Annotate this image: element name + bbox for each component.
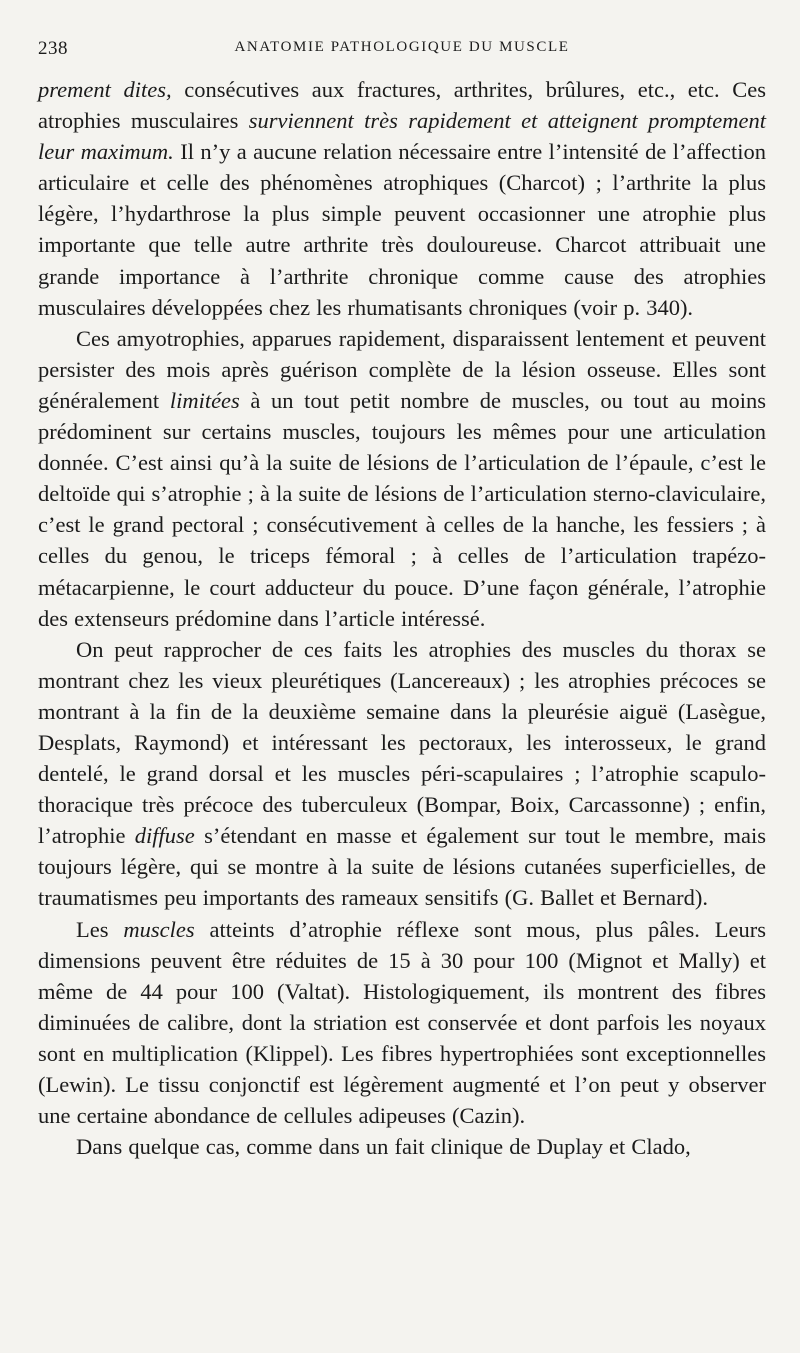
running-title: ANATOMIE PATHOLOGIQUE DU MUSCLE bbox=[234, 39, 570, 55]
body-text bbox=[38, 74, 766, 1162]
text-run: On peut rapprocher de ces faits les atrophies des muscles du thorax se montrant chez les vieux pleurétiques (Lancereaux) ; les atrophies précoces se montrant à la fin de la deuxième semaine dans la pleurésie aiguë (Lasègue, Desplats, Raymond) et intéressant les pectoraux, les interosseux, le grand dentelé, le grand dorsal et les muscles péri-scapulaires ; l’atrophie scapulo-thoracique très précoce des tuberculeux (Bompar, Boix, Carcassonne) ; enfin, l’atrophie bbox=[38, 636, 766, 849]
italic-text-run: diffuse bbox=[134, 823, 195, 849]
text-run: Les bbox=[76, 916, 124, 942]
italic-text-run: limitées bbox=[169, 387, 240, 413]
text-run: Ces amyotrophies, apparues rapidement, disparaissent lentement et peuvent persister des mois après guérison complète de la lésion osseuse. Elles sont généralement bbox=[38, 325, 766, 413]
text-run: Dans quelque cas, comme dans un fait clinique de Duplay et Clado, bbox=[76, 1134, 691, 1160]
italic-text-run: surviennent très rapidement et atteignent promptement leur maximum. bbox=[38, 108, 766, 165]
text-run: Il n’y a aucune relation nécessaire entre l’intensité de l’affection articulaire et celle des phénomènes atrophiques (Charcot) ; l’arthrite la plus légère, l’hydarthrose la plus simple peuvent occasionner une atrophie plus importante que telle autre arthrite très douloureuse. Charcot attribuait une grande importance à l’arthrite chronique comme cause des atrophies musculaires développées chez les rhumatisants chroniques (voir p. 340). bbox=[38, 139, 767, 320]
italic-text-run: prement dites, bbox=[38, 77, 172, 102]
text-run: atteints d’atrophie réflexe sont mous, plus pâles. Leurs dimensions peuvent être réduites de 15 à 30 pour 100 (Mignot et Mally) et même de 44 pour 100 (Valtat). Histologiquement, ils montrent des fibres diminuées de calibre, dont la striation est conservée et dont parfois les noyaux sont en multiplication (Klippel). Les fibres hypertrophiées sont exceptionnelles (Lewin). Le tissu conjonctif est légèrement augmenté et l’on peut y observer une certaine abondance de cellules adipeuses (Cazin). bbox=[38, 916, 766, 1129]
text-run: à un tout petit nombre de muscles, ou tout au moins prédominent sur certains muscles, toujours les mêmes pour une articulation donnée. C’est ainsi qu’à la suite de lésions de l’articulation de l’épaule, c’est le deltoïde qui s’atrophie ; à la suite de lésions de l’articulation sterno-claviculaire, c’est le grand pectoral ; consécutivement à celles de la hanche, les fessiers ; à celles du genou, le triceps fémoral ; à celles de l’articulation trapézo-métacarpienne, le court adducteur du pouce. D’une façon générale, l’atrophie des extenseurs prédomine dans l’article intéressé. bbox=[38, 387, 766, 631]
page-number: 238 bbox=[38, 38, 68, 59]
text-run: s’étendant en masse et également sur tout le membre, mais toujours légère, qui se montre à la suite de lésions cutanées superficielles, de traumatismes peu importants des rameaux sensitifs (G. Ballet et Bernard). bbox=[38, 823, 766, 911]
paragraph bbox=[38, 914, 766, 1132]
italic-text-run: muscles bbox=[123, 916, 195, 942]
paragraph bbox=[38, 323, 766, 634]
page-header bbox=[38, 30, 766, 74]
text-run: consécutives aux fractures, arthrites, brûlures, etc., etc. Ces atrophies musculaires bbox=[38, 77, 766, 134]
paragraph bbox=[38, 1131, 766, 1162]
paragraph bbox=[38, 74, 766, 323]
paragraph bbox=[38, 634, 766, 914]
